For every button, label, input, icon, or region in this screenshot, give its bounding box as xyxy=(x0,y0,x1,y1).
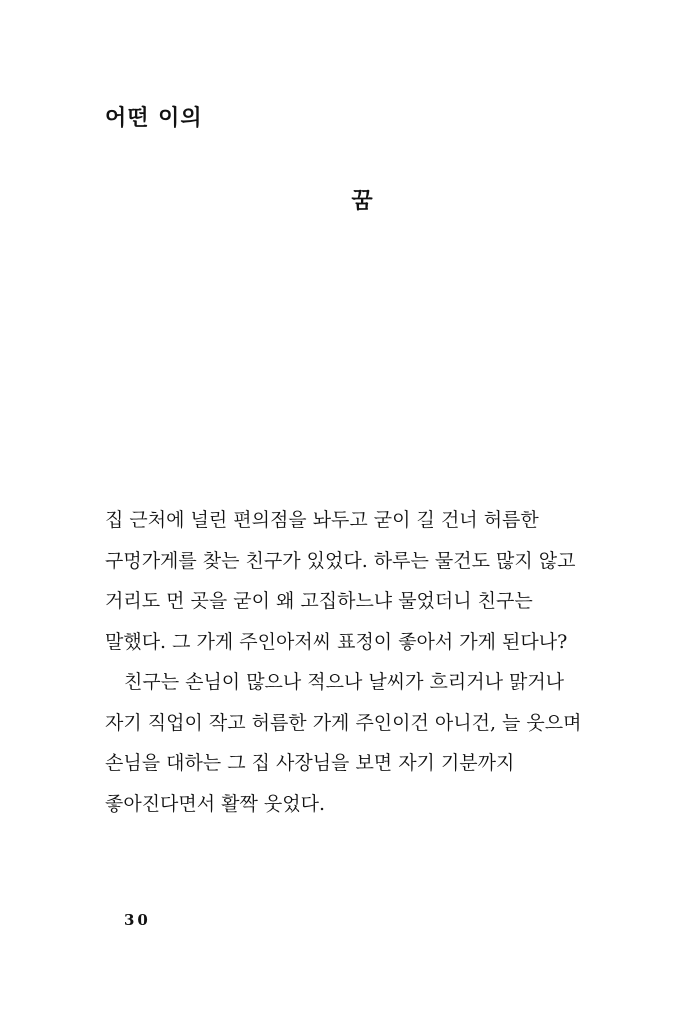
page-number: 30 xyxy=(124,911,151,929)
chapter-title: 꿈 xyxy=(351,188,373,214)
body-line: 친구는 손님이 많으나 적으나 날씨가 흐리거나 맑거나 xyxy=(124,671,565,693)
running-header-title: 어떤 이의 xyxy=(105,105,203,131)
body-text xyxy=(105,500,582,824)
body-line: 자기 직업이 작고 허름한 가게 주인이건 아니건, 늘 웃으며 xyxy=(105,711,582,734)
body-line: 손님을 대하는 그 집 사장님을 보면 자기 기분까지 xyxy=(105,752,515,774)
body-line: 집 근처에 널린 편의점을 놔두고 굳이 길 건너 허름한 xyxy=(105,509,539,531)
body-line: 구멍가게를 찾는 친구가 있었다. 하루는 물건도 많지 않고 xyxy=(105,549,576,572)
body-line: 거리도 먼 곳을 굳이 왜 고집하느냐 물었더니 친구는 xyxy=(105,590,533,612)
body-line: 말했다. 그 가게 주인아저씨 표정이 좋아서 가게 된다나? xyxy=(105,630,568,653)
body-line: 좋아진다면서 활짝 웃었다. xyxy=(105,792,326,815)
